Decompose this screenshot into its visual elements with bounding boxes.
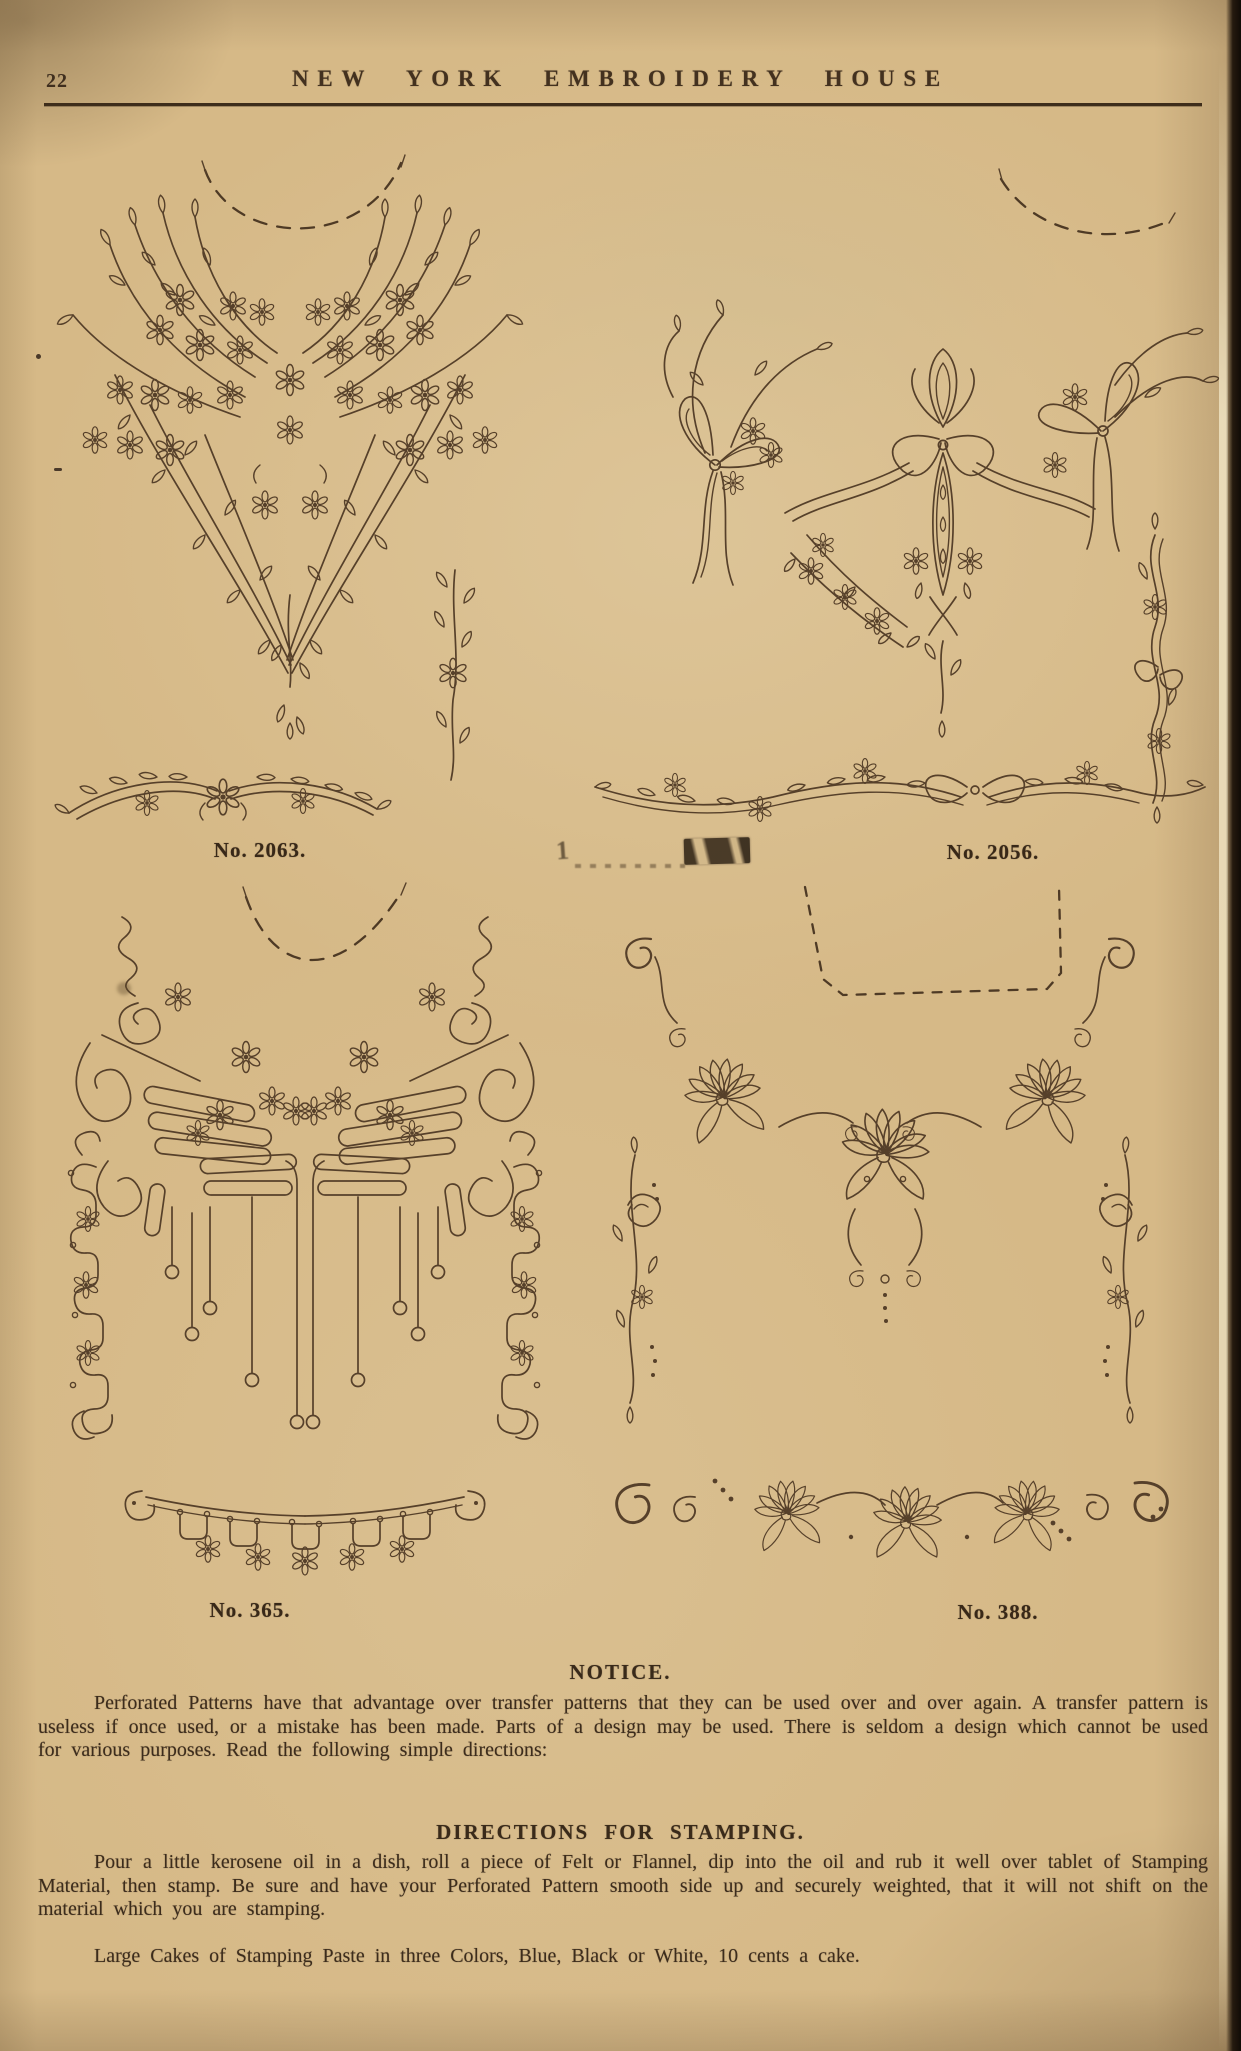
- pattern-label-365: No. 365.: [209, 1598, 291, 1622]
- foxing-blob: [117, 982, 131, 995]
- directions-paragraph-2: Large Cakes of Stamping Paste in three Colors, Blue, Black or White, 10 cents a cake.: [94, 1945, 860, 1967]
- page-number: 22: [46, 70, 68, 92]
- notice-heading: NOTICE.: [569, 1660, 672, 1684]
- pattern-label-2063: No. 2063.: [213, 838, 307, 862]
- foxing-dash: [54, 468, 62, 471]
- ink-smudge-dots: [575, 864, 685, 868]
- pattern-label-2056: No. 2056.: [946, 840, 1040, 864]
- book-edge-shadow: [1226, 0, 1241, 2051]
- pattern-illustration-388: [555, 875, 1205, 1575]
- foxing-spot: [36, 354, 41, 359]
- ink-smudge-rect: [684, 837, 751, 865]
- ink-stamp-mark: 1: [554, 835, 570, 866]
- header-rule: [44, 103, 1202, 106]
- pattern-illustration-2056: [555, 135, 1210, 835]
- notice-body: Perforated Patterns have that advantage over transfer patterns that they can be used over and over again. A transfer pattern is useless if once used, or a mistake has been made. Parts of a design may be used. There is seldom a design which cannot be used for various purposes. Read the following simple directions:: [38, 1692, 1208, 1761]
- pattern-illustration-2063: [55, 125, 525, 830]
- pattern-label-388: No. 388.: [957, 1600, 1039, 1624]
- page-title: NEW YORK EMBROIDERY HOUSE: [292, 66, 949, 91]
- pattern-illustration-365: [50, 875, 560, 1575]
- directions-heading: DIRECTIONS FOR STAMPING.: [436, 1820, 805, 1844]
- directions-paragraph-1: Pour a little kerosene oil in a dish, roll a piece of Felt or Flannel, dip into the oil and rub it well over tablet of Stamping Material, then stamp. Be sure and have your Perforated Pattern smooth side up and securely weighted, that it will not shift on the material which you are stamping.: [38, 1851, 1208, 1920]
